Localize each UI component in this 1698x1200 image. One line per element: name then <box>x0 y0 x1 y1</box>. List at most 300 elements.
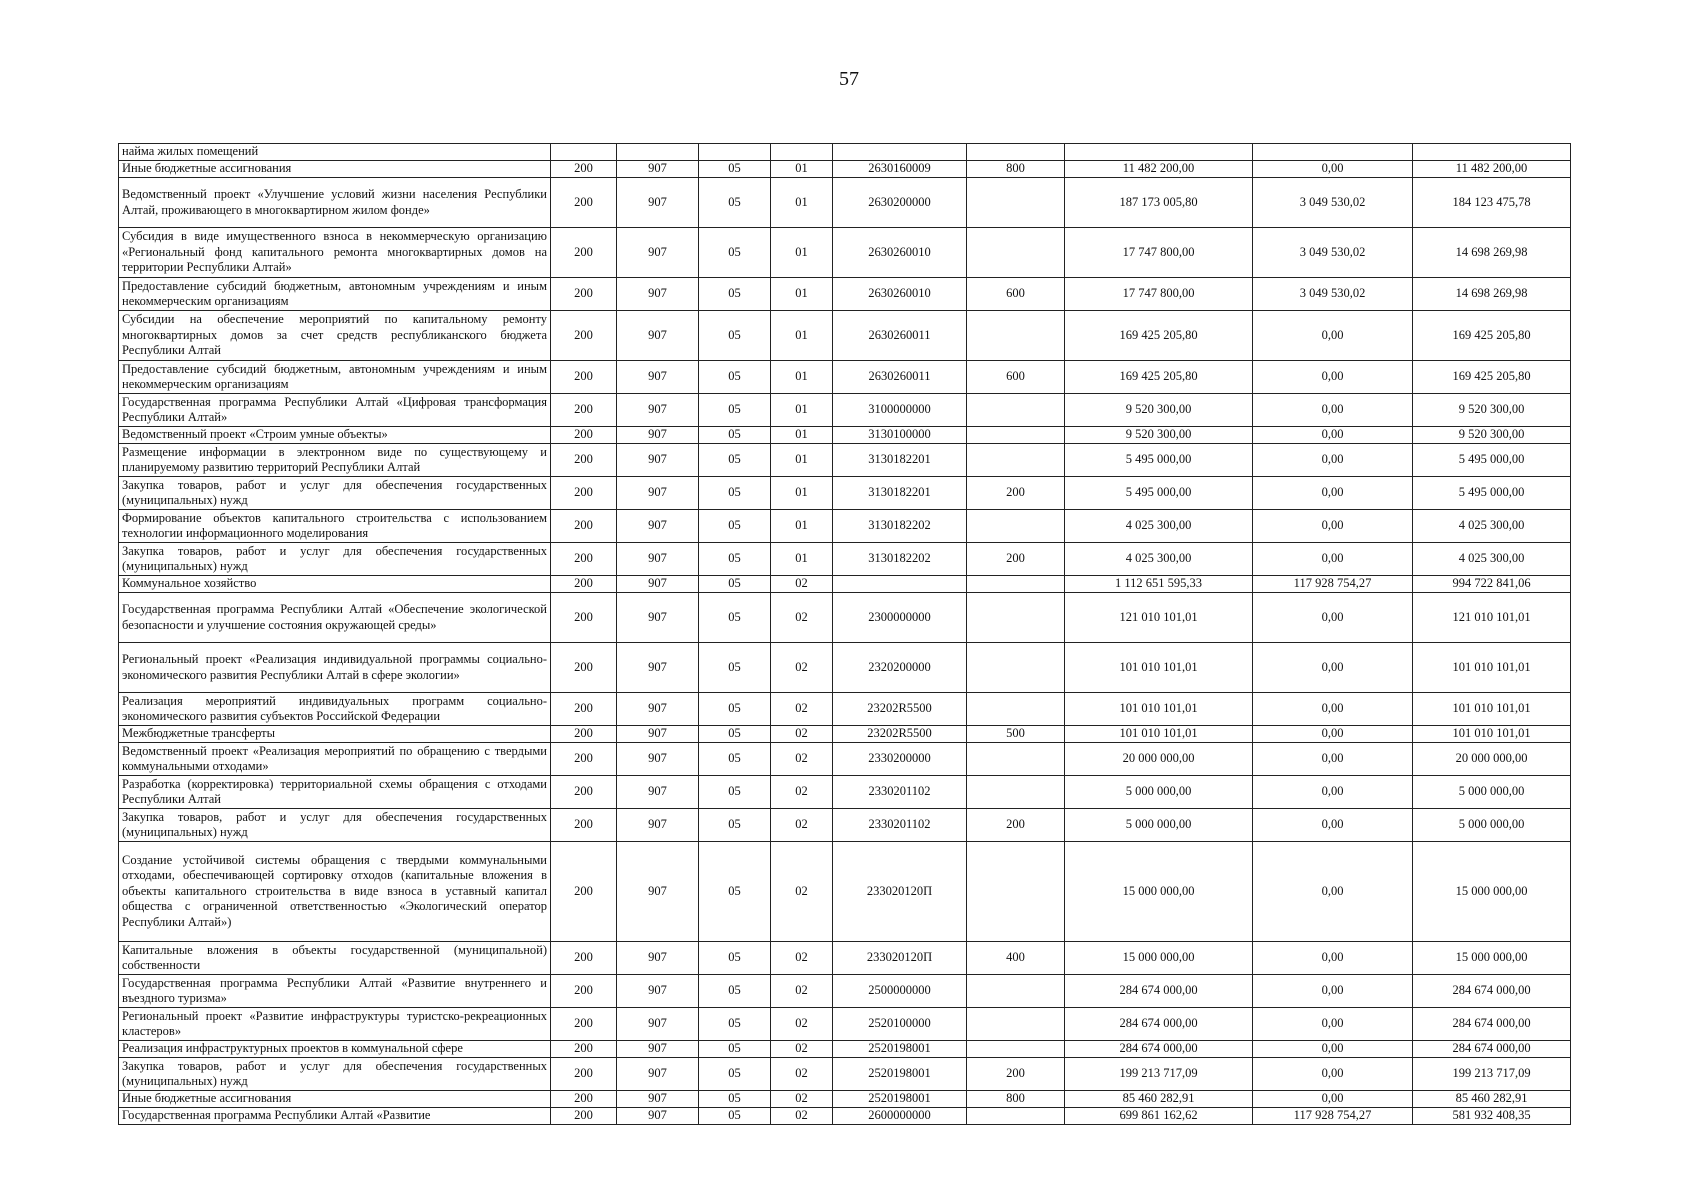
cell-expense-type <box>967 576 1065 593</box>
cell-total-amount: 15 000 000,00 <box>1065 842 1253 942</box>
cell-section: 05 <box>699 1008 771 1041</box>
cell-federal-amount: 0,00 <box>1253 809 1413 842</box>
cell-expense-type: 600 <box>967 361 1065 394</box>
cell-total-amount: 9 520 300,00 <box>1065 394 1253 427</box>
cell-ministry: 907 <box>617 477 699 510</box>
cell-target-article: 23202R5500 <box>833 726 967 743</box>
cell-expense-type <box>967 427 1065 444</box>
cell-regional-amount: 4 025 300,00 <box>1413 543 1571 576</box>
cell-expense-type: 500 <box>967 726 1065 743</box>
cell-federal-amount: 0,00 <box>1253 975 1413 1008</box>
cell-federal-amount: 3 049 530,02 <box>1253 278 1413 311</box>
cell-admin: 200 <box>551 1041 617 1058</box>
cell-ministry: 907 <box>617 394 699 427</box>
cell-subsection <box>771 144 833 161</box>
cell-regional-amount: 121 010 101,01 <box>1413 593 1571 643</box>
cell-total-amount: 284 674 000,00 <box>1065 1008 1253 1041</box>
cell-admin: 200 <box>551 477 617 510</box>
cell-admin: 200 <box>551 510 617 543</box>
row-name: Государственная программа Республики Алтай «Обеспечение экологической безопасности и улучшение состояния окружающей среды» <box>119 593 551 643</box>
cell-subsection: 02 <box>771 693 833 726</box>
cell-ministry: 907 <box>617 743 699 776</box>
cell-admin <box>551 144 617 161</box>
row-name: Закупка товаров, работ и услуг для обеспечения государственных (муниципальных) нужд <box>119 543 551 576</box>
row-name: Реализация инфраструктурных проектов в коммунальной сфере <box>119 1041 551 1058</box>
cell-total-amount: 284 674 000,00 <box>1065 1041 1253 1058</box>
cell-target-article: 3130182202 <box>833 543 967 576</box>
cell-expense-type: 200 <box>967 543 1065 576</box>
cell-subsection: 01 <box>771 178 833 228</box>
cell-total-amount: 169 425 205,80 <box>1065 311 1253 361</box>
cell-section: 05 <box>699 576 771 593</box>
cell-expense-type <box>967 510 1065 543</box>
row-name: Ведомственный проект «Улучшение условий жизни населения Республики Алтай, проживающего в многоквартирном жилом фонде» <box>119 178 551 228</box>
cell-federal-amount: 0,00 <box>1253 543 1413 576</box>
cell-section: 05 <box>699 444 771 477</box>
cell-subsection: 02 <box>771 1108 833 1125</box>
cell-target-article: 233020120П <box>833 842 967 942</box>
table-row <box>119 311 1571 361</box>
cell-total-amount: 85 460 282,91 <box>1065 1091 1253 1108</box>
cell-regional-amount: 169 425 205,80 <box>1413 311 1571 361</box>
row-name: Закупка товаров, работ и услуг для обеспечения государственных (муниципальных) нужд <box>119 809 551 842</box>
cell-ministry: 907 <box>617 1091 699 1108</box>
page-number: 57 <box>839 68 859 90</box>
table-row <box>119 809 1571 842</box>
cell-section: 05 <box>699 726 771 743</box>
cell-federal-amount: 0,00 <box>1253 1091 1413 1108</box>
table-row <box>119 427 1571 444</box>
cell-section: 05 <box>699 161 771 178</box>
cell-regional-amount: 101 010 101,01 <box>1413 726 1571 743</box>
cell-expense-type <box>967 144 1065 161</box>
table-row <box>119 361 1571 394</box>
cell-federal-amount: 0,00 <box>1253 842 1413 942</box>
cell-federal-amount: 3 049 530,02 <box>1253 178 1413 228</box>
cell-expense-type <box>967 975 1065 1008</box>
cell-regional-amount: 5 000 000,00 <box>1413 776 1571 809</box>
row-name: Межбюджетные трансферты <box>119 726 551 743</box>
row-name: Создание устойчивой системы обращения с твердыми коммунальными отходами, обеспечивающей сортировку отходов (капитальные вложения в объекты капитального строительства в виде взноса в уставный капитал общества с ограниченной ответственностью «Экологический оператор Республики Алтай») <box>119 842 551 942</box>
cell-target-article: 3130182202 <box>833 510 967 543</box>
table-row <box>119 743 1571 776</box>
cell-section: 05 <box>699 693 771 726</box>
cell-federal-amount: 0,00 <box>1253 593 1413 643</box>
cell-expense-type <box>967 1108 1065 1125</box>
cell-total-amount: 187 173 005,80 <box>1065 178 1253 228</box>
cell-target-article: 2520198001 <box>833 1058 967 1091</box>
row-name: Субсидии на обеспечение мероприятий по капитальному ремонту многоквартирных домов за счет средств республиканского бюджета Республики Алтай <box>119 311 551 361</box>
cell-admin: 200 <box>551 394 617 427</box>
cell-subsection: 02 <box>771 942 833 975</box>
cell-expense-type <box>967 693 1065 726</box>
cell-admin: 200 <box>551 809 617 842</box>
cell-total-amount: 5 495 000,00 <box>1065 477 1253 510</box>
cell-expense-type: 600 <box>967 278 1065 311</box>
cell-total-amount <box>1065 144 1253 161</box>
cell-section: 05 <box>699 427 771 444</box>
cell-federal-amount: 117 928 754,27 <box>1253 1108 1413 1125</box>
cell-expense-type <box>967 178 1065 228</box>
cell-ministry: 907 <box>617 228 699 278</box>
cell-section <box>699 144 771 161</box>
cell-federal-amount: 0,00 <box>1253 161 1413 178</box>
cell-admin: 200 <box>551 1058 617 1091</box>
cell-total-amount: 199 213 717,09 <box>1065 1058 1253 1091</box>
table-row <box>119 1091 1571 1108</box>
cell-federal-amount: 0,00 <box>1253 361 1413 394</box>
cell-ministry: 907 <box>617 776 699 809</box>
cell-regional-amount: 85 460 282,91 <box>1413 1091 1571 1108</box>
cell-total-amount: 5 000 000,00 <box>1065 776 1253 809</box>
cell-total-amount: 9 520 300,00 <box>1065 427 1253 444</box>
row-name: Формирование объектов капитального строительства с использованием технологии информационного моделирования <box>119 510 551 543</box>
cell-subsection: 01 <box>771 444 833 477</box>
cell-target-article: 23202R5500 <box>833 693 967 726</box>
cell-admin: 200 <box>551 427 617 444</box>
cell-target-article: 2630200000 <box>833 178 967 228</box>
cell-section: 05 <box>699 1041 771 1058</box>
cell-admin: 200 <box>551 228 617 278</box>
budget-table <box>118 143 1571 1125</box>
cell-expense-type <box>967 643 1065 693</box>
cell-expense-type: 800 <box>967 161 1065 178</box>
cell-admin: 200 <box>551 161 617 178</box>
cell-target-article: 3130182201 <box>833 477 967 510</box>
cell-expense-type <box>967 776 1065 809</box>
cell-subsection: 01 <box>771 311 833 361</box>
cell-admin: 200 <box>551 178 617 228</box>
cell-section: 05 <box>699 643 771 693</box>
row-name: Предоставление субсидий бюджетным, автономным учреждениям и иным некоммерческим организациям <box>119 278 551 311</box>
row-name: Государственная программа Республики Алтай «Развитие внутреннего и въездного туризма» <box>119 975 551 1008</box>
row-name: Закупка товаров, работ и услуг для обеспечения государственных (муниципальных) нужд <box>119 477 551 510</box>
row-name: Региональный проект «Развитие инфраструктуры туристско-рекреационных кластеров» <box>119 1008 551 1041</box>
cell-total-amount: 5 000 000,00 <box>1065 809 1253 842</box>
cell-expense-type <box>967 311 1065 361</box>
cell-subsection: 02 <box>771 643 833 693</box>
cell-subsection: 01 <box>771 394 833 427</box>
table-row <box>119 394 1571 427</box>
cell-regional-amount: 184 123 475,78 <box>1413 178 1571 228</box>
cell-target-article: 2600000000 <box>833 1108 967 1125</box>
cell-total-amount: 11 482 200,00 <box>1065 161 1253 178</box>
cell-federal-amount: 0,00 <box>1253 693 1413 726</box>
cell-federal-amount <box>1253 144 1413 161</box>
row-name: Размещение информации в электронном виде по существующему и планируемому развитию территорий Республики Алтай <box>119 444 551 477</box>
table-row <box>119 593 1571 643</box>
table-row <box>119 543 1571 576</box>
cell-expense-type: 200 <box>967 477 1065 510</box>
cell-section: 05 <box>699 361 771 394</box>
cell-federal-amount: 0,00 <box>1253 942 1413 975</box>
cell-federal-amount: 0,00 <box>1253 477 1413 510</box>
cell-federal-amount: 0,00 <box>1253 394 1413 427</box>
cell-section: 05 <box>699 842 771 942</box>
cell-subsection: 02 <box>771 842 833 942</box>
cell-subsection: 02 <box>771 576 833 593</box>
row-name: Ведомственный проект «Строим умные объекты» <box>119 427 551 444</box>
cell-section: 05 <box>699 477 771 510</box>
cell-regional-amount: 5 495 000,00 <box>1413 477 1571 510</box>
cell-target-article: 2630260010 <box>833 228 967 278</box>
cell-target-article: 2520198001 <box>833 1041 967 1058</box>
cell-ministry: 907 <box>617 510 699 543</box>
cell-section: 05 <box>699 394 771 427</box>
cell-ministry: 907 <box>617 161 699 178</box>
table-row <box>119 1008 1571 1041</box>
row-name: Субсидия в виде имущественного взноса в некоммерческую организацию «Региональный фонд капитального ремонта многоквартирных домов на территории Республики Алтай» <box>119 228 551 278</box>
cell-subsection: 02 <box>771 776 833 809</box>
table-row <box>119 1108 1571 1125</box>
cell-ministry: 907 <box>617 1058 699 1091</box>
cell-admin: 200 <box>551 311 617 361</box>
cell-target-article: 2500000000 <box>833 975 967 1008</box>
cell-ministry <box>617 144 699 161</box>
cell-expense-type <box>967 394 1065 427</box>
cell-ministry: 907 <box>617 842 699 942</box>
cell-target-article: 3130100000 <box>833 427 967 444</box>
cell-ministry: 907 <box>617 809 699 842</box>
cell-subsection: 01 <box>771 278 833 311</box>
cell-ministry: 907 <box>617 1108 699 1125</box>
cell-section: 05 <box>699 743 771 776</box>
cell-regional-amount: 101 010 101,01 <box>1413 693 1571 726</box>
cell-federal-amount: 0,00 <box>1253 1058 1413 1091</box>
cell-regional-amount: 11 482 200,00 <box>1413 161 1571 178</box>
row-name: Иные бюджетные ассигнования <box>119 1091 551 1108</box>
row-name: Капитальные вложения в объекты государственной (муниципальной) собственности <box>119 942 551 975</box>
table-row <box>119 510 1571 543</box>
cell-total-amount: 699 861 162,62 <box>1065 1108 1253 1125</box>
cell-subsection: 02 <box>771 975 833 1008</box>
cell-ministry: 907 <box>617 576 699 593</box>
row-name: Закупка товаров, работ и услуг для обеспечения государственных (муниципальных) нужд <box>119 1058 551 1091</box>
cell-target-article: 2330200000 <box>833 743 967 776</box>
cell-ministry: 907 <box>617 643 699 693</box>
cell-subsection: 02 <box>771 726 833 743</box>
cell-section: 05 <box>699 178 771 228</box>
cell-total-amount: 5 495 000,00 <box>1065 444 1253 477</box>
cell-total-amount: 284 674 000,00 <box>1065 975 1253 1008</box>
cell-regional-amount: 284 674 000,00 <box>1413 975 1571 1008</box>
table-body <box>119 144 1571 1125</box>
cell-regional-amount: 5 495 000,00 <box>1413 444 1571 477</box>
table-row <box>119 975 1571 1008</box>
cell-ministry: 907 <box>617 693 699 726</box>
cell-target-article: 2520100000 <box>833 1008 967 1041</box>
cell-admin: 200 <box>551 576 617 593</box>
cell-admin: 200 <box>551 726 617 743</box>
cell-federal-amount: 0,00 <box>1253 726 1413 743</box>
row-name: Иные бюджетные ассигнования <box>119 161 551 178</box>
cell-target-article: 3130182201 <box>833 444 967 477</box>
cell-subsection: 02 <box>771 743 833 776</box>
cell-ministry: 907 <box>617 543 699 576</box>
cell-total-amount: 17 747 800,00 <box>1065 278 1253 311</box>
table-row <box>119 477 1571 510</box>
table-row <box>119 942 1571 975</box>
cell-subsection: 02 <box>771 1008 833 1041</box>
cell-subsection: 02 <box>771 1041 833 1058</box>
cell-ministry: 907 <box>617 278 699 311</box>
cell-total-amount: 101 010 101,01 <box>1065 643 1253 693</box>
cell-admin: 200 <box>551 543 617 576</box>
cell-target-article: 2320200000 <box>833 643 967 693</box>
cell-regional-amount: 4 025 300,00 <box>1413 510 1571 543</box>
cell-expense-type <box>967 228 1065 278</box>
cell-total-amount: 15 000 000,00 <box>1065 942 1253 975</box>
cell-target-article: 2520198001 <box>833 1091 967 1108</box>
row-name: Региональный проект «Реализация индивидуальной программы социально-экономического развития Республики Алтай в сфере экологии» <box>119 643 551 693</box>
cell-subsection: 02 <box>771 593 833 643</box>
table-row <box>119 278 1571 311</box>
cell-regional-amount: 284 674 000,00 <box>1413 1008 1571 1041</box>
cell-expense-type <box>967 593 1065 643</box>
cell-subsection: 02 <box>771 1058 833 1091</box>
table-row <box>119 842 1571 942</box>
cell-subsection: 01 <box>771 510 833 543</box>
cell-section: 05 <box>699 809 771 842</box>
cell-ministry: 907 <box>617 726 699 743</box>
cell-section: 05 <box>699 942 771 975</box>
cell-ministry: 907 <box>617 444 699 477</box>
table-row <box>119 161 1571 178</box>
cell-regional-amount: 581 932 408,35 <box>1413 1108 1571 1125</box>
cell-target-article <box>833 144 967 161</box>
table-row <box>119 444 1571 477</box>
cell-expense-type <box>967 1008 1065 1041</box>
cell-expense-type: 800 <box>967 1091 1065 1108</box>
cell-admin: 200 <box>551 776 617 809</box>
cell-regional-amount: 20 000 000,00 <box>1413 743 1571 776</box>
cell-regional-amount: 5 000 000,00 <box>1413 809 1571 842</box>
row-name: Коммунальное хозяйство <box>119 576 551 593</box>
cell-federal-amount: 3 049 530,02 <box>1253 228 1413 278</box>
cell-admin: 200 <box>551 643 617 693</box>
cell-target-article: 2630160009 <box>833 161 967 178</box>
cell-section: 05 <box>699 593 771 643</box>
cell-ministry: 907 <box>617 975 699 1008</box>
table-row <box>119 726 1571 743</box>
cell-subsection: 01 <box>771 361 833 394</box>
cell-total-amount: 20 000 000,00 <box>1065 743 1253 776</box>
cell-total-amount: 17 747 800,00 <box>1065 228 1253 278</box>
cell-subsection: 01 <box>771 161 833 178</box>
row-name: Разработка (корректировка) территориальной схемы обращения с отходами Республики Алтай <box>119 776 551 809</box>
cell-total-amount: 101 010 101,01 <box>1065 726 1253 743</box>
cell-ministry: 907 <box>617 311 699 361</box>
cell-total-amount: 4 025 300,00 <box>1065 510 1253 543</box>
table-row <box>119 178 1571 228</box>
cell-target-article: 233020120П <box>833 942 967 975</box>
row-name: Реализация мероприятий индивидуальных программ социально-экономического развития субъектов Российской Федерации <box>119 693 551 726</box>
cell-admin: 200 <box>551 975 617 1008</box>
cell-section: 05 <box>699 543 771 576</box>
cell-section: 05 <box>699 311 771 361</box>
cell-ministry: 907 <box>617 1041 699 1058</box>
cell-regional-amount: 169 425 205,80 <box>1413 361 1571 394</box>
cell-ministry: 907 <box>617 1008 699 1041</box>
cell-target-article: 3100000000 <box>833 394 967 427</box>
cell-target-article: 2300000000 <box>833 593 967 643</box>
cell-expense-type <box>967 842 1065 942</box>
table-row <box>119 144 1571 161</box>
cell-target-article: 2330201102 <box>833 809 967 842</box>
cell-regional-amount: 199 213 717,09 <box>1413 1058 1571 1091</box>
cell-expense-type: 200 <box>967 809 1065 842</box>
cell-section: 05 <box>699 975 771 1008</box>
cell-target-article: 2630260010 <box>833 278 967 311</box>
cell-total-amount: 169 425 205,80 <box>1065 361 1253 394</box>
cell-ministry: 907 <box>617 178 699 228</box>
cell-ministry: 907 <box>617 593 699 643</box>
cell-target-article <box>833 576 967 593</box>
row-name: найма жилых помещений <box>119 144 551 161</box>
table-row <box>119 228 1571 278</box>
cell-subsection: 01 <box>771 228 833 278</box>
cell-total-amount: 4 025 300,00 <box>1065 543 1253 576</box>
cell-regional-amount <box>1413 144 1571 161</box>
cell-regional-amount: 284 674 000,00 <box>1413 1041 1571 1058</box>
cell-total-amount: 121 010 101,01 <box>1065 593 1253 643</box>
table-row <box>119 1058 1571 1091</box>
cell-federal-amount: 0,00 <box>1253 1041 1413 1058</box>
cell-subsection: 01 <box>771 543 833 576</box>
cell-section: 05 <box>699 278 771 311</box>
row-name: Предоставление субсидий бюджетным, автономным учреждениям и иным некоммерческим организациям <box>119 361 551 394</box>
cell-section: 05 <box>699 776 771 809</box>
cell-ministry: 907 <box>617 427 699 444</box>
cell-admin: 200 <box>551 1108 617 1125</box>
cell-section: 05 <box>699 1108 771 1125</box>
cell-regional-amount: 9 520 300,00 <box>1413 427 1571 444</box>
cell-federal-amount: 0,00 <box>1253 427 1413 444</box>
cell-federal-amount: 0,00 <box>1253 510 1413 543</box>
cell-ministry: 907 <box>617 942 699 975</box>
cell-expense-type <box>967 1041 1065 1058</box>
cell-expense-type <box>967 743 1065 776</box>
cell-regional-amount: 15 000 000,00 <box>1413 842 1571 942</box>
table-row <box>119 643 1571 693</box>
table-row <box>119 776 1571 809</box>
cell-target-article: 2630260011 <box>833 311 967 361</box>
table-row <box>119 693 1571 726</box>
cell-section: 05 <box>699 228 771 278</box>
cell-admin: 200 <box>551 693 617 726</box>
cell-federal-amount: 0,00 <box>1253 776 1413 809</box>
cell-target-article: 2330201102 <box>833 776 967 809</box>
cell-expense-type: 400 <box>967 942 1065 975</box>
cell-admin: 200 <box>551 1008 617 1041</box>
cell-admin: 200 <box>551 842 617 942</box>
cell-expense-type: 200 <box>967 1058 1065 1091</box>
cell-admin: 200 <box>551 942 617 975</box>
cell-federal-amount: 0,00 <box>1253 1008 1413 1041</box>
cell-section: 05 <box>699 510 771 543</box>
cell-ministry: 907 <box>617 361 699 394</box>
cell-federal-amount: 0,00 <box>1253 311 1413 361</box>
cell-regional-amount: 9 520 300,00 <box>1413 394 1571 427</box>
cell-expense-type <box>967 444 1065 477</box>
cell-subsection: 02 <box>771 809 833 842</box>
cell-subsection: 01 <box>771 427 833 444</box>
cell-federal-amount: 0,00 <box>1253 444 1413 477</box>
cell-total-amount: 101 010 101,01 <box>1065 693 1253 726</box>
cell-section: 05 <box>699 1091 771 1108</box>
cell-subsection: 01 <box>771 477 833 510</box>
cell-admin: 200 <box>551 593 617 643</box>
